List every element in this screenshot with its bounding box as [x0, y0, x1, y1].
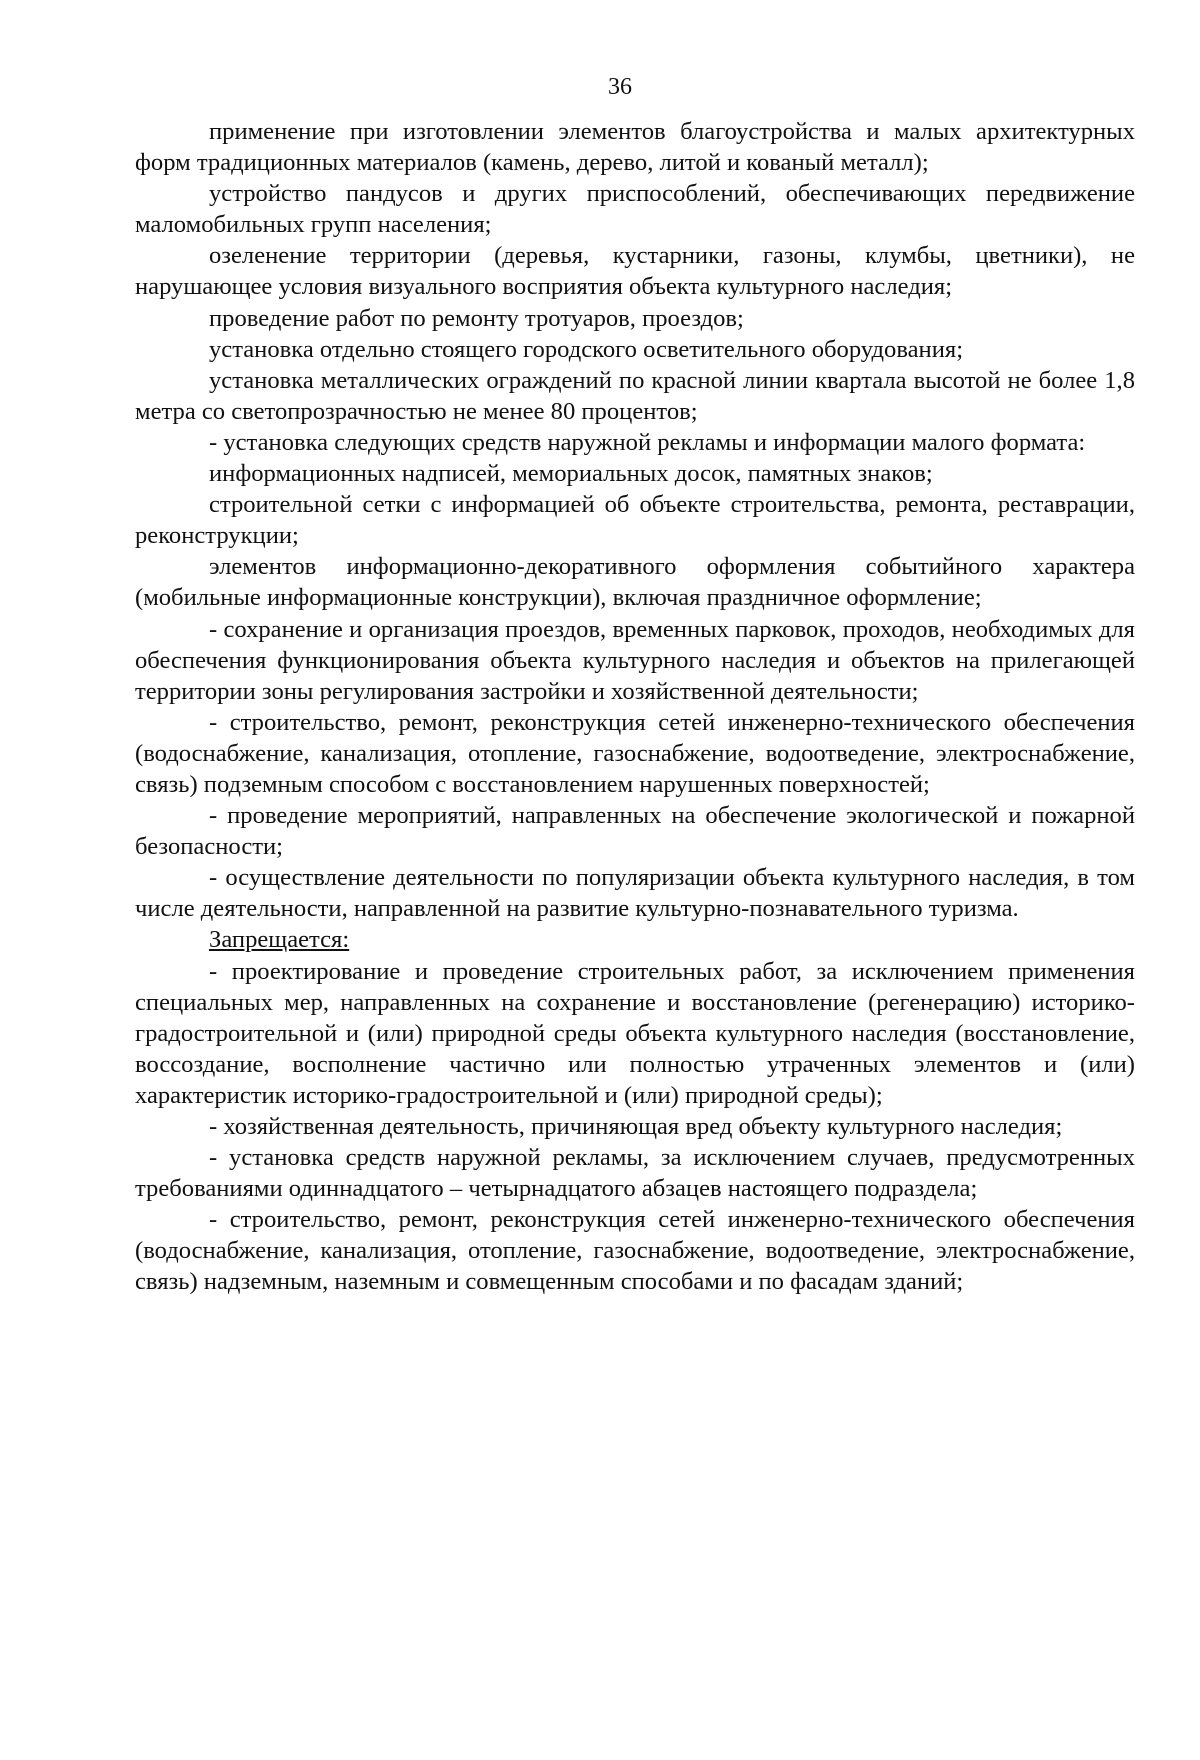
paragraph: - установка средств наружной рекламы, за исключением случаев, предусмотренных требованиями одиннадцатого – четырнадцатого абзацев настоящего подраздела;: [135, 1144, 1135, 1203]
paragraph: - хозяйственная деятельность, причиняющая вред объекту культурного наследия;: [209, 1113, 1063, 1140]
paragraph: - сохранение и организация проездов, временных парковок, проходов, необходимых для обеспечения функционирования объекта культурного наследия и объектов на прилегающей территории зоны регулирования застройки и хозяйственной деятельности;: [135, 615, 1135, 705]
paragraph: строительной сетки с информацией об объекте строительства, ремонта, реставрации, реконструкции;: [135, 491, 1135, 550]
paragraph: - проектирование и проведение строительных работ, за исключением применения специальных мер, направленных на сохранение и восстановление (регенерацию) историко-градостроительной и (или) природной среды объекта культурного наследия (восстановление, воссоздание, восполнение частично или полностью утраченных элементов и (или) характеристик историко-градостроительной и (или) природной среды);: [135, 957, 1135, 1109]
paragraph: - строительство, ремонт, реконструкция сетей инженерно-технического обеспечения (водоснабжение, канализация, отопление, газоснабжение, водоотведение, электроснабжение, связь) подземным способом с восстановлением нарушенных поверхностей;: [135, 708, 1135, 798]
paragraph: - осуществление деятельности по популяризации объекта культурного наследия, в том числе деятельности, направленной на развитие культурно-познавательного туризма.: [135, 864, 1135, 923]
page-number: 36: [608, 74, 632, 100]
paragraph: информационных надписей, мемориальных досок, памятных знаков;: [209, 460, 933, 488]
paragraph: - проведение мероприятий, направленных на обеспечение экологической и пожарной безопасности;: [135, 802, 1135, 861]
section-heading: [135, 924, 1135, 955]
paragraph: - установка следующих средств наружной рекламы и информации малого формата:: [209, 428, 1086, 456]
prohibited-heading: Запрещается:: [209, 926, 350, 954]
paragraph: озеленение территории (деревья, кустарники, газоны, клумбы, цветники), не нарушающее условия визуального восприятия объекта культурного наследия;: [135, 242, 1135, 301]
paragraph: устройство пандусов и других приспособлений, обеспечивающих передвижение маломобильных групп населения;: [135, 180, 1135, 239]
paragraph: установка металлических ограждений по красной линии квартала высотой не более 1,8 метра со светопрозрачностью не менее 80 процентов;: [135, 366, 1135, 425]
document-body: [135, 116, 1135, 1298]
paragraph: - строительство, ремонт, реконструкция сетей инженерно-технического обеспечения (водоснабжение, канализация, отопление, газоснабжение, водоотведение, электроснабжение, связь) надземным, наземным и совмещенным способами и по фасадам зданий;: [135, 1206, 1135, 1296]
paragraph: установка отдельно стоящего городского осветительного оборудования;: [209, 335, 964, 363]
paragraph: проведение работ по ремонту тротуаров, проездов;: [209, 304, 744, 332]
paragraph: элементов информационно-декоративного оформления событийного характера (мобильные информационные конструкции), включая праздничное оформление;: [135, 553, 1135, 612]
paragraph: применение при изготовлении элементов благоустройства и малых архитектурных форм традиционных материалов (камень, дерево, литой и кованый металл);: [135, 118, 1135, 177]
